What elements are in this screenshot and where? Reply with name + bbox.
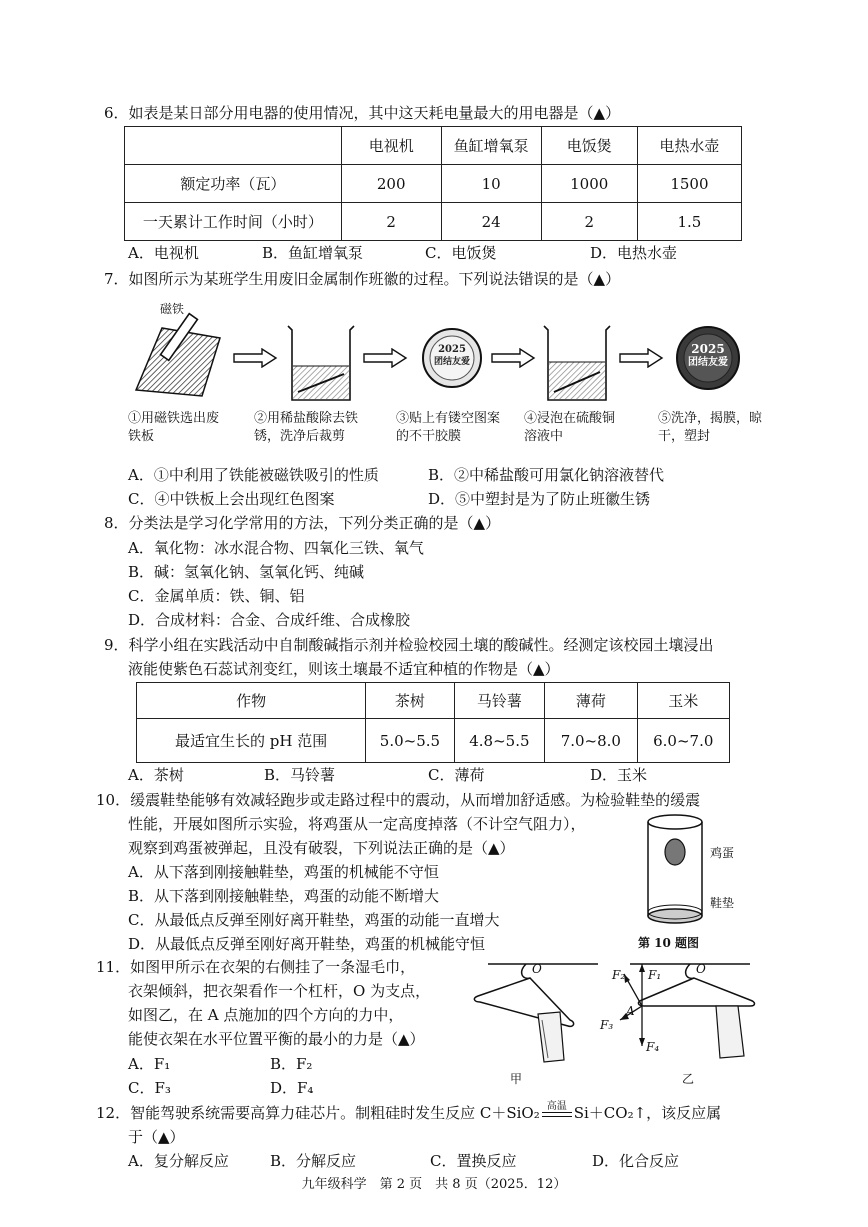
arrow-right-icon — [618, 348, 664, 368]
q7-step-2: ②用稀盐酸除去铁锈，洗净后裁剪 — [254, 411, 359, 444]
point-a-label: A — [626, 1004, 635, 1018]
q6-table — [124, 126, 742, 241]
force-f1-label: F₁ — [648, 968, 662, 982]
q9-option-d: D．玉米 — [590, 766, 648, 784]
q7-step-4: ④浸泡在硫酸铜溶液中 — [524, 411, 616, 444]
q11-option-b: B．F₂ — [270, 1055, 313, 1073]
egg-label: 鸡蛋 — [710, 846, 735, 860]
q11-stem-line4: 能使衣架在水平位置平衡的最小的力是（▲） — [128, 1030, 425, 1048]
q12-stem-line1 — [96, 1102, 721, 1124]
q6-header-cell — [125, 127, 342, 165]
q6-cell: 额定功率（瓦） — [125, 165, 342, 203]
q6-header-cell: 鱼缸增氧泵 — [441, 127, 541, 165]
q9-header-cell: 玉米 — [637, 683, 729, 719]
q9-header-cell: 茶树 — [366, 683, 454, 719]
q8-option-a: A．氧化物：冰水混合物、四氧化三铁、氧气 — [128, 539, 424, 557]
q10-option-d: D．从最低点反弹至刚好离开鞋垫，鸡蛋的机械能守恒 — [128, 935, 486, 953]
q9-cell: 最适宜生长的 pH 范围 — [137, 719, 366, 763]
q6-cell: 2 — [541, 203, 637, 241]
q10-figure-caption: 第 10 题图 — [638, 936, 700, 950]
force-f4-label: F₄ — [646, 1040, 660, 1054]
q7-step-1: ①用磁铁选出废铁板 — [128, 411, 220, 444]
q6-header-cell: 电热水壶 — [637, 127, 741, 165]
q10-stem-line2: 性能，开展如图所示实验，将鸡蛋从一定高度掉落（不计空气阻力）， — [128, 815, 586, 833]
q11-option-a: A．F₁ — [128, 1055, 171, 1073]
q9-header-cell: 马铃薯 — [454, 683, 544, 719]
arrow-right-icon — [232, 348, 278, 368]
q11-stem-line2: 衣架倾斜，把衣架看作一个杠杆，O 为支点， — [128, 982, 431, 1000]
arrow-right-icon — [490, 348, 536, 368]
q7-option-c: C．④中铁板上会出现红色图案 — [128, 490, 335, 508]
q8-stem: 8．分类法是学习化学常用的方法，下列分类正确的是（▲） — [104, 514, 501, 532]
q6-option-b: B．鱼缸增氧泵 — [262, 244, 364, 262]
magnet-label: 磁铁 — [160, 302, 185, 316]
q11-option-d: D．F₄ — [270, 1079, 314, 1097]
q6-cell: 24 — [441, 203, 541, 241]
q9-option-b: B．马铃薯 — [264, 766, 336, 784]
q10-option-a: A．从下落到刚接触鞋垫，鸡蛋的机械能不守恒 — [128, 863, 439, 881]
q8-option-d: D．合成材料：合金、合成纤维、合成橡胶 — [128, 611, 411, 629]
figure-yi-label: 乙 — [682, 1072, 695, 1086]
q6-header-cell: 电视机 — [341, 127, 441, 165]
q12-stem-line2: 于（▲） — [128, 1128, 185, 1146]
q6-header-cell: 电饭煲 — [541, 127, 637, 165]
beaker-acid-illustration — [284, 322, 358, 404]
q7-option-a: A．①中利用了铁能被磁铁吸引的性质 — [128, 466, 379, 484]
force-f2-label: F₂ — [612, 968, 626, 982]
hanger-figure-jia — [468, 960, 608, 1070]
q6-cell: 1.5 — [637, 203, 741, 241]
figure-jia-label: 甲 — [510, 1072, 523, 1086]
q6-cell: 10 — [441, 165, 541, 203]
q12-option-b: B．分解反应 — [270, 1152, 357, 1170]
q6-cell: 一天累计工作时间（小时） — [125, 203, 342, 241]
badge-motto-text: 团结友爱 — [688, 357, 728, 368]
q9-table — [136, 682, 730, 763]
q12-option-a: A．复分解反应 — [128, 1152, 229, 1170]
q9-header-cell: 薄荷 — [545, 683, 637, 719]
q9-cell: 6.0~7.0 — [637, 719, 729, 763]
q6-option-a: A．电视机 — [128, 244, 199, 262]
force-f3-label: F₃ — [600, 1018, 614, 1032]
q7-stem: 7．如图所示为某班学生用废旧金属制作班徽的过程。下列说法错误的是（▲） — [104, 270, 621, 288]
q11-stem-line1: 11．如图甲所示在衣架的右侧挂了一条湿毛巾， — [96, 958, 416, 976]
page-footer: 九年级科学 第 2 页 共 8 页（2025．12） — [301, 1177, 567, 1192]
q12-equation-left: 12．智能驾驶系统需要高算力硅芯片。制粗硅时发生反应 C＋SiO₂ — [96, 1104, 540, 1122]
q10-option-c: C．从最低点反弹至刚好离开鞋垫，鸡蛋的动能一直增大 — [128, 911, 500, 929]
insole-label: 鞋垫 — [710, 896, 735, 910]
q6-option-c: C．电饭煲 — [425, 244, 497, 262]
q9-option-c: C．薄荷 — [428, 766, 485, 784]
q12-option-c: C．置换反应 — [430, 1152, 517, 1170]
q9-cell: 7.0~8.0 — [545, 719, 637, 763]
badge-motto-text: 团结友爱 — [433, 357, 470, 367]
q9-option-a: A．茶树 — [128, 766, 184, 784]
q6-stem: 6．如表是某日部分用电器的使用情况，其中这天耗电量最大的用电器是（▲） — [104, 104, 621, 122]
q9-stem-line2: 液能使紫色石蕊试剂变红，则该土壤最不适宜种植的作物是（▲） — [128, 660, 560, 678]
egg-drop-tube-illustration — [640, 812, 710, 932]
reaction-condition: 高温 — [546, 1101, 567, 1112]
reaction-arrow-equals — [540, 1102, 574, 1124]
q7-step-5: ⑤洗净，揭膜，晾干，塑封 — [658, 411, 763, 444]
q9-stem-line1: 9．科学小组在实践活动中自制酸碱指示剂并检验校园土壤的酸碱性。经测定该校园土壤浸出 — [104, 636, 714, 654]
q12-equation-right: Si＋CO₂↑，该反应属 — [573, 1104, 722, 1122]
q6-option-d: D．电热水壶 — [590, 244, 678, 262]
pivot-o-label-yi: O — [696, 962, 706, 976]
q10-option-b: B．从下落到刚接触鞋垫，鸡蛋的动能不断增大 — [128, 887, 440, 905]
q11-option-c: C．F₃ — [128, 1079, 171, 1097]
beaker-copper-sulfate-illustration — [540, 322, 614, 404]
q12-option-d: D．化合反应 — [592, 1152, 680, 1170]
q7-step-3: ③贴上有镂空图案的不干胶膜 — [396, 411, 501, 444]
q9-header-cell: 作物 — [137, 683, 366, 719]
q11-stem-line3: 如图乙，在 A 点施加的四个方向的力中， — [128, 1006, 404, 1024]
q6-cell: 200 — [341, 165, 441, 203]
q7-option-b: B．②中稀盐酸可用氯化钠溶液替代 — [428, 466, 665, 484]
q7-option-d: D．⑤中塑封是为了防止班徽生锈 — [428, 490, 651, 508]
q9-cell: 5.0~5.5 — [366, 719, 454, 763]
pivot-o-label-jia: O — [532, 962, 542, 976]
q6-cell: 1000 — [541, 165, 637, 203]
arrow-right-icon — [362, 348, 408, 368]
q9-cell: 4.8~5.5 — [454, 719, 544, 763]
q8-option-c: C．金属单质：铁、铜、铝 — [128, 587, 305, 605]
badge-year-text: 2025 — [438, 344, 466, 355]
q10-stem-line1: 10．缓震鞋垫能够有效减轻跑步或走路过程中的震动，从而增加舒适感。为检验鞋垫的缓震 — [96, 791, 701, 809]
badge-year-text: 2025 — [691, 342, 725, 356]
q8-option-b: B．碱：氢氧化钠、氢氧化钙、纯碱 — [128, 563, 365, 581]
q6-cell: 1500 — [637, 165, 741, 203]
q6-cell: 2 — [341, 203, 441, 241]
q10-stem-line3: 观察到鸡蛋被弹起，且没有破裂，下列说法正确的是（▲） — [128, 839, 515, 857]
